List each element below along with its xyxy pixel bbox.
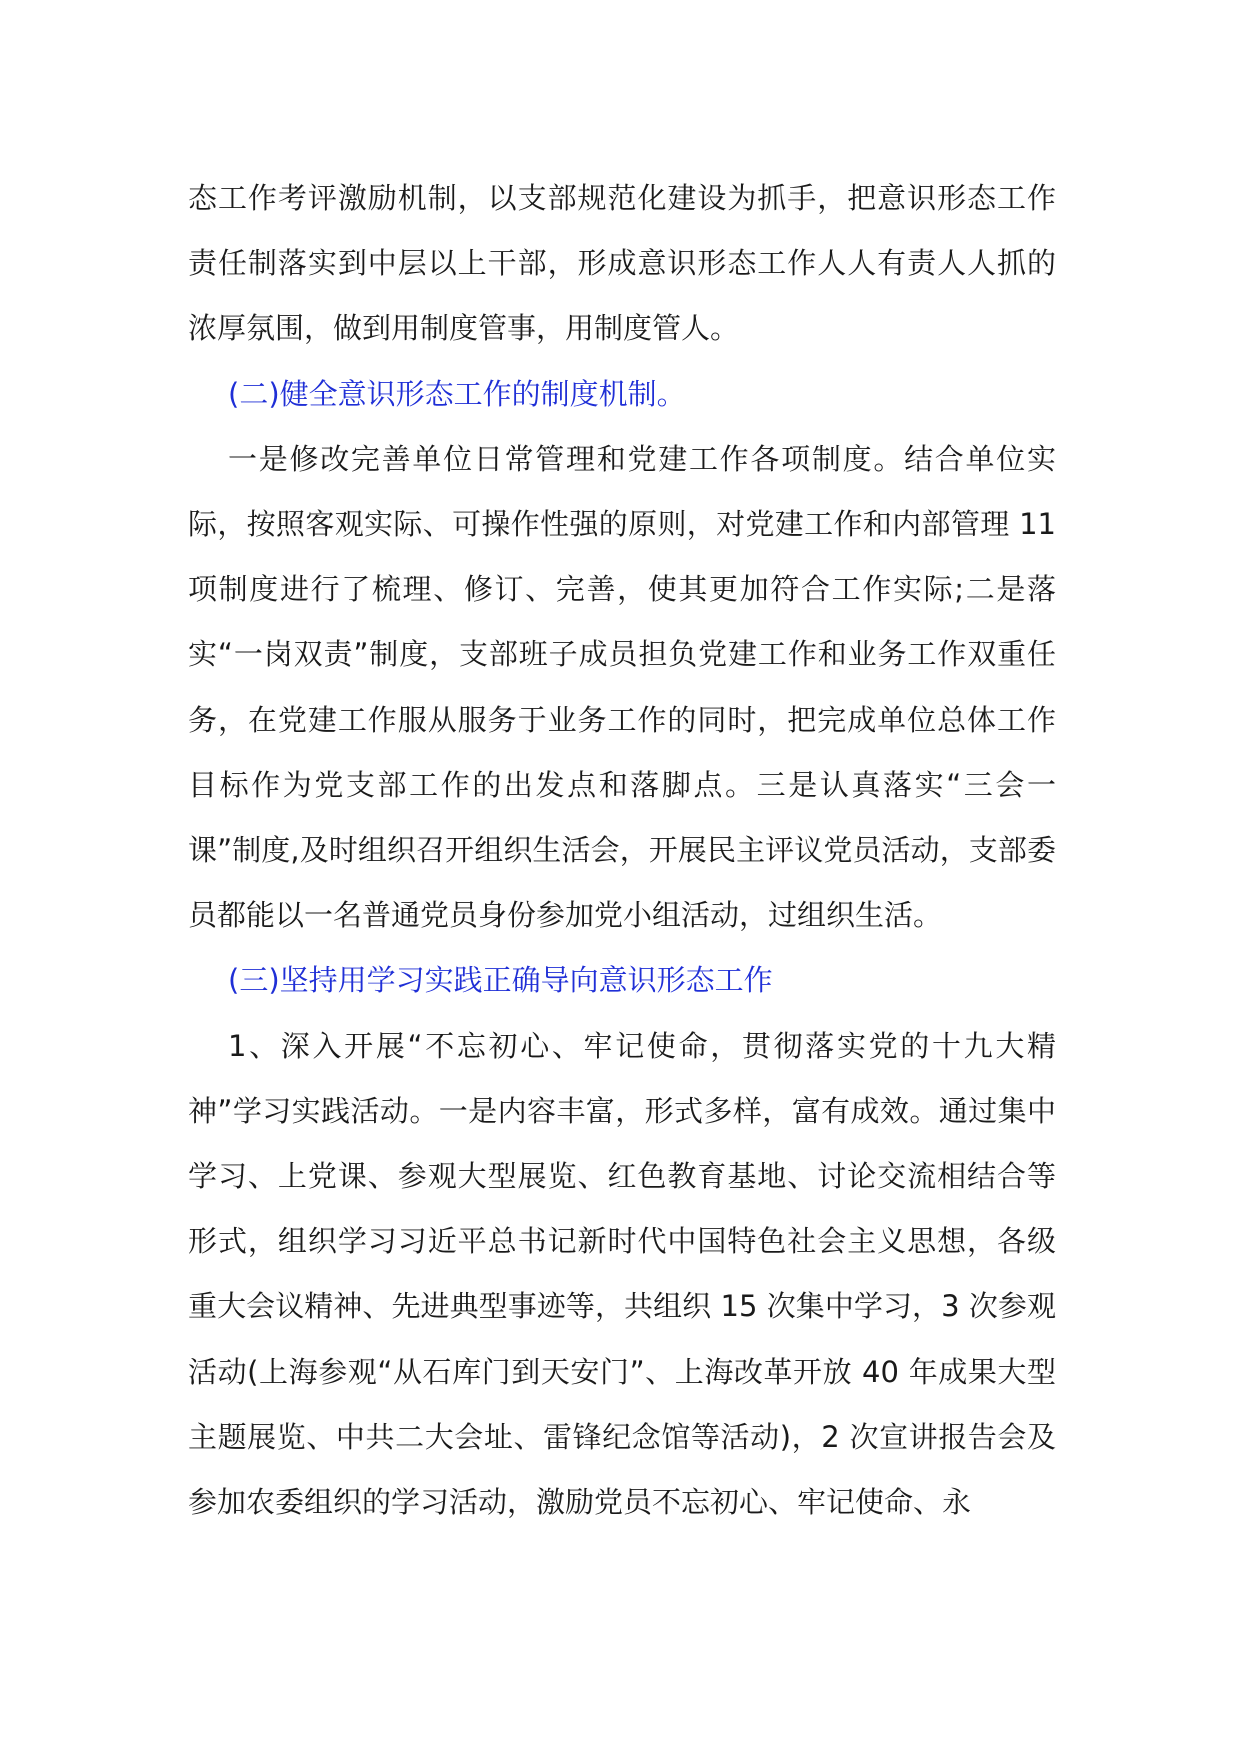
section-heading-2: (二)健全意识形态工作的制度机制。 — [228, 376, 686, 411]
body-paragraph-3: 1、深入开展“不忘初心、牢记使命，贯彻落实党的十九大精神”学习实践活动。一是内容丰富，形式多样，富有成效。通过集中学习、上党课、参观大型展览、红色教育基地、讨论交流相结合等形式，组织学习习近平总书记新时代中国特色社会主义思想，各级重大会议精神、先进典型事迹等，共组织 15 次集中学习，3 次参观活动(上海参观“从石库门到天安门”、上海改革开放 40 年成果大型主题展览、中共二大会址、雷锋纪念馆等活动)，2 次宣讲报告会及参加农委组织的学习活动，激励党员不忘初心、牢记使命、永 — [188, 1028, 1056, 1520]
body-paragraph-2: 一是修改完善单位日常管理和党建工作各项制度。结合单位实际，按照客观实际、可操作性强的原则，对党建工作和内部管理 11 项制度进行了梳理、修订、完善，使其更加符合工作实际;二是落实“一岗双责”制度，支部班子成员担负党建工作和业务工作双重任务，在党建工作服从服务于业务工作的同时，把完成单位总体工作目标作为党支部工作的出发点和落脚点。三是认真落实“三会一课”制度,及时组织召开组织生活会，开展民主评议党员活动，支部委员都能以一名普通党员身份参加党小组活动，过组织生活。 — [188, 441, 1056, 933]
section-heading-3: (三)坚持用学习实践正确导向意识形态工作 — [228, 963, 773, 998]
document-body — [188, 166, 1056, 1535]
body-paragraph-1: 态工作考评激励机制，以支部规范化建设为抓手，把意识形态工作责任制落实到中层以上干部，形成意识形态工作人人有责人人抓的浓厚氛围，做到用制度管事，用制度管人。 — [188, 181, 1056, 346]
